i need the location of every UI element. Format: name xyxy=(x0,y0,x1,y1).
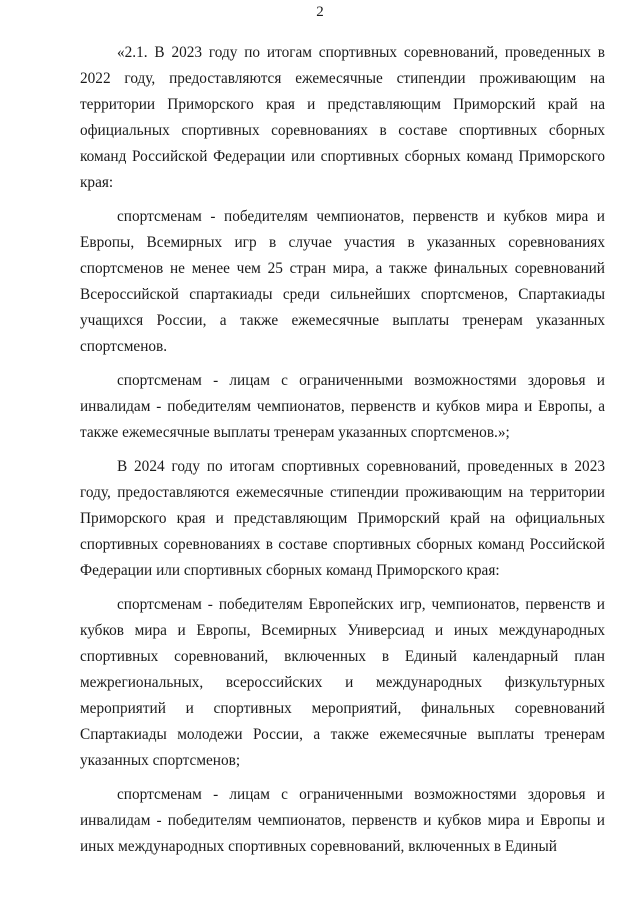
document-body xyxy=(80,40,605,868)
paragraph-2024: В 2024 году по итогам спортивных соревнований, проведенных в 2023 году, предоставляются ежемесячные стипендии проживающим на территории Приморского края и представляющим Приморский край на официальных спортивных соревнованиях в составе спортивных сборных команд Российской Федерации или спортивных сборных команд Приморского края: xyxy=(80,458,605,579)
page-number: 2 xyxy=(316,4,324,20)
paragraph-athletes-winners: спортсменам - победителям чемпионатов, первенств и кубков мира и Европы, Всемирных игр в случае участия в указанных соревнованиях спортсменов не менее чем 25 стран мира, а также финальных соревнований Всероссийской спартакиады среди сильнейших спортсменов, Спартакиады учащихся России, а также ежемесячные выплаты тренерам указанных спортсменов. xyxy=(80,208,605,355)
paragraph-athletes-european-games: спортсменам - победителям Европейских игр, чемпионатов, первенств и кубков мира и Европы, Всемирных Универсиад и иных международных спортивных соревнований, включенных в Единый календарный план межрегиональных, всероссийских и международных физкультурных мероприятий и спортивных мероприятий, финальных соревнований Спартакиады молодежи России, а также ежемесячные выплаты тренерам указанных спортсменов; xyxy=(80,596,605,769)
paragraph-disabled-athletes-2024: спортсменам - лицам с ограниченными возможностями здоровья и инвалидам - победителям чемпионатов, первенств и кубков мира и Европы и иных международных спортивных соревнований, включенных в Единый xyxy=(80,786,605,855)
paragraph-2-1: «2.1. В 2023 году по итогам спортивных соревнований, проведенных в 2022 году, предоставляются ежемесячные стипендии проживающим на территории Приморского края и представляющим Приморский край на официальных спортивных соревнованиях в составе спортивных сборных команд Российской Федерации или спортивных сборных команд Приморского края: xyxy=(80,44,605,191)
paragraph-disabled-athletes: спортсменам - лицам с ограниченными возможностями здоровья и инвалидам - победителям чемпионатов, первенств и кубков мира и Европы, а также ежемесячные выплаты тренерам указанных спортсменов.»; xyxy=(80,372,605,441)
